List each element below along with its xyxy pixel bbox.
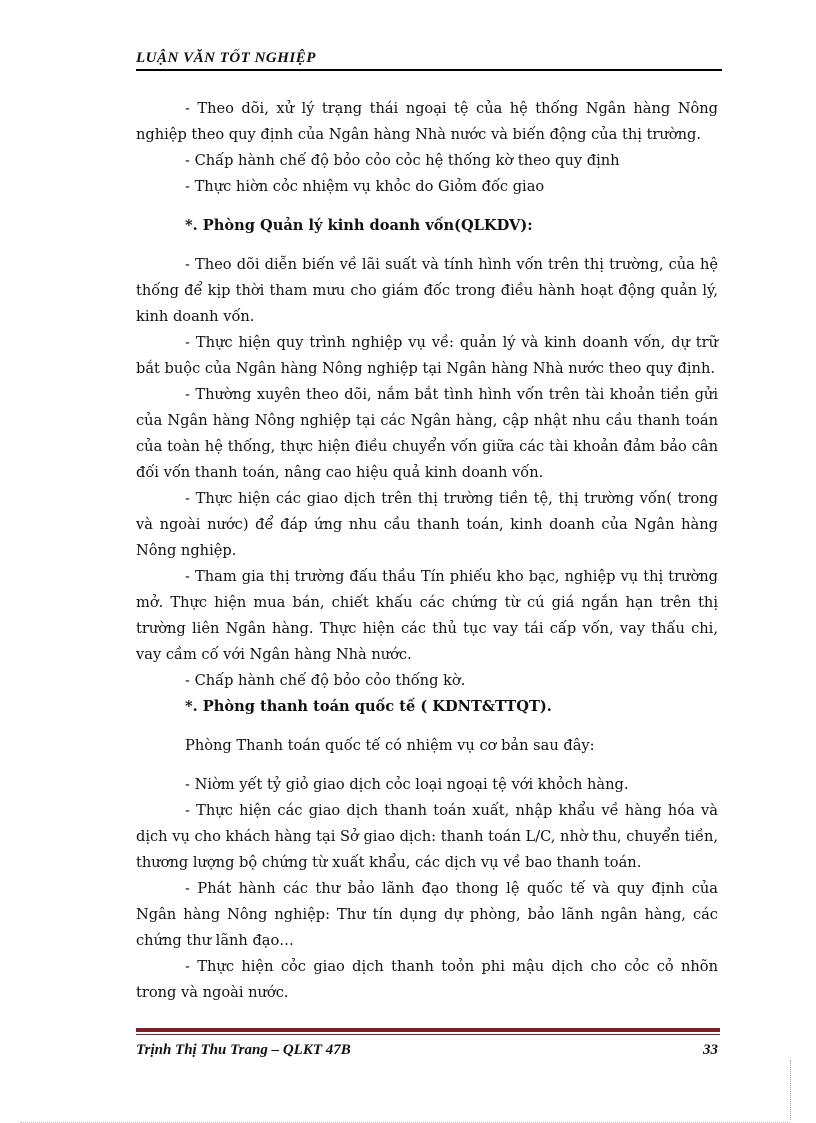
paragraph: - Theo dõi, xử lý trạng thái ngoại tệ của hệ thống Ngân hàng Nông nghiệp theo quy định của Ngân hàng Nhà nước và biến động của thị trường. [136, 100, 718, 143]
page-number: 33 [703, 1042, 718, 1058]
document-body [136, 96, 718, 1006]
section-heading-qlkdv: *. Phòng Quản lý kinh doanh vốn(QLKDV): [185, 217, 533, 234]
paragraph: - Chấp hành chế độ bỏo cỏo cỏc hệ thống kờ theo quy định [185, 152, 620, 169]
paragraph: - Thực hiện các giao dịch trên thị trường tiền tệ, thị trường vốn( trong và ngoài nước) để đáp ứng nhu cầu thanh toán, kinh doanh của Ngân hàng Nông nghiệp. [136, 490, 718, 559]
paragraph: - Thực hiện quy trình nghiệp vụ về: quản lý và kinh doanh vốn, dự trữ bắt buộc của Ngân hàng Nông nghiệp tại Ngân hàng Nhà nước theo quy định. [136, 334, 718, 377]
paragraph: - Chấp hành chế độ bỏo cỏo thống kờ. [185, 672, 466, 689]
paragraph: - Niờm yết tỷ giỏ giao dịch cỏc loại ngoại tệ với khỏch hàng. [185, 776, 629, 793]
section-heading-ttqt: *. Phòng thanh toán quốc tế ( KDNT&TTQT). [185, 698, 552, 715]
header-title: LUẬN VĂN TỐT NGHIỆP [136, 50, 316, 66]
paragraph: - Phát hành các thư bảo lãnh đạo thong lệ quốc tế và quy định của Ngân hàng Nông nghiệp: Thư tín dụng dự phòng, bảo lãnh ngân hàng, các chứng thư lãnh đạo… [136, 880, 718, 949]
footer-rule [136, 1028, 720, 1035]
crop-mark-vertical [790, 1060, 791, 1120]
paragraph: - Thực hiện các giao dịch thanh toán xuất, nhập khẩu về hàng hóa và dịch vụ cho khách hàng tại Sở giao dịch: thanh toán L/C, nhờ thu, chuyển tiền, thương lượng bộ chứng từ xuất khẩu, các dịch vụ về bao thanh toán. [136, 802, 718, 871]
paragraph: - Thực hiện cỏc giao dịch thanh toỏn phi mậu dịch cho cỏc cỏ nhõn trong và ngoài nước. [136, 958, 718, 1001]
paragraph: Phòng Thanh toán quốc tế có nhiệm vụ cơ bản sau đây: [185, 737, 595, 754]
paragraph: - Tham gia thị trường đấu thầu Tín phiếu kho bạc, nghiệp vụ thị trường mở. Thực hiện mua bán, chiết khấu các chứng từ cú giá ngắn hạn trên thị trường liên Ngân hàng. Thực hiện các thủ tục vay tái cấp vốn, vay thấu chi, vay cầm cố với Ngân hàng Nhà nước. [136, 568, 718, 663]
footer-rule-thick [136, 1028, 720, 1032]
paragraph: - Thường xuyên theo dõi, nắm bắt tình hình vốn trên tài khoản tiền gửi của Ngân hàng Nông nghiệp tại các Ngân hàng, cập nhật nhu cầu thanh toán của toàn hệ thống, thực hiện điều chuyển vốn giữa các tài khoản đảm bảo cân đối vốn thanh toán, nâng cao hiệu quả kinh doanh vốn. [136, 386, 718, 481]
page-header [136, 48, 721, 71]
header-rule [136, 69, 722, 71]
paragraph: - Thực hiờn cỏc nhiệm vụ khỏc do Giỏm đốc giao [185, 178, 545, 195]
paragraph: - Theo dõi diễn biến về lãi suất và tính hình vốn trên thị trường, của hệ thống để kịp thời tham mưu cho giám đốc trong điều hành hoạt động quản lý, kinh doanh vốn. [136, 256, 718, 325]
footer-rule-thin [136, 1034, 720, 1035]
footer-author: Trịnh Thị Thu Trang – QLKT 47B [136, 1042, 351, 1058]
